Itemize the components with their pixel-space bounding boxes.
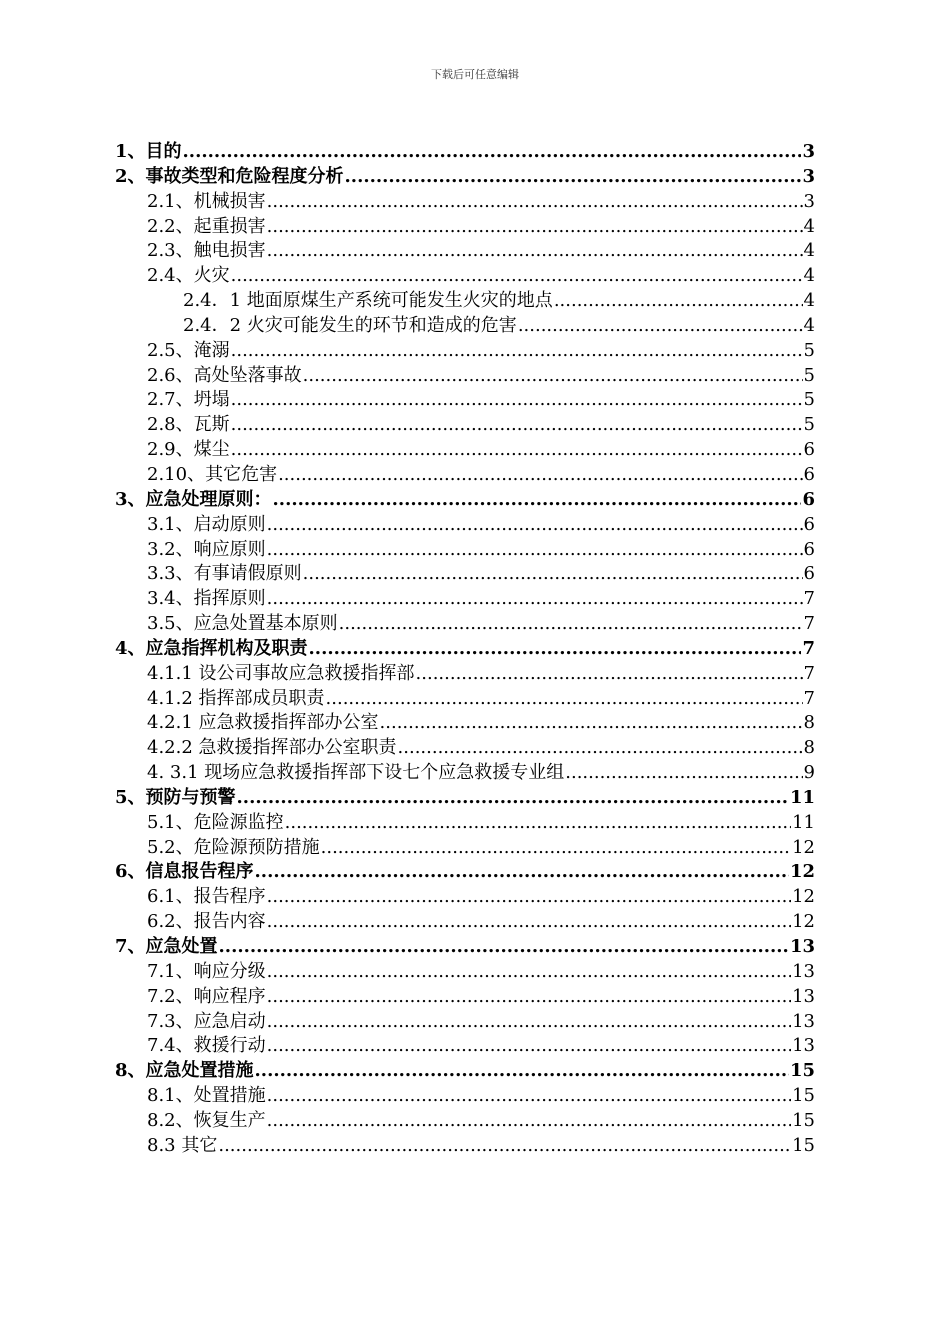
toc-entry[interactable] [115, 811, 815, 836]
toc-entry-label: 8、应急处置措施 [115, 1060, 254, 1082]
toc-leader-dots [326, 687, 803, 712]
toc-entry-page-number: 12 [792, 911, 815, 933]
toc-leader-dots [416, 662, 803, 687]
table-of-contents [115, 140, 815, 1159]
toc-entry-label: 4.1.1 设公司事故应急救援指挥部 [147, 662, 415, 684]
toc-entry[interactable] [115, 985, 815, 1010]
toc-entry-page-number: 7 [803, 613, 815, 635]
toc-leader-dots [237, 786, 789, 811]
page-header: 下载后可任意编辑 [431, 68, 519, 81]
toc-leader-dots [231, 438, 803, 463]
toc-leader-dots [321, 836, 791, 861]
toc-leader-dots [267, 1084, 791, 1109]
toc-entry[interactable] [115, 662, 815, 687]
toc-entry-page-number: 3 [803, 190, 815, 212]
toc-entry-page-number: 7 [803, 687, 815, 709]
toc-entry-page-number: 5 [803, 414, 815, 436]
toc-leader-dots [267, 1010, 791, 1035]
toc-entry[interactable] [115, 438, 815, 463]
toc-entry-page-number: 6 [803, 538, 815, 560]
toc-entry-label: 4.1.2 指挥部成员职责 [147, 687, 325, 709]
toc-entry-label: 7、应急处置 [115, 936, 218, 957]
toc-entry-page-number: 11 [792, 811, 815, 833]
toc-entry[interactable] [115, 1059, 815, 1084]
toc-leader-dots [303, 364, 803, 389]
toc-entry-page-number: 13 [789, 936, 815, 957]
toc-entry-label: 3.5、应急处置基本原则 [147, 613, 338, 635]
toc-entry[interactable] [115, 1084, 815, 1109]
toc-leader-dots [380, 711, 803, 736]
toc-entry-page-number: 7 [803, 662, 815, 684]
toc-entry-label: 2.4．1 地面原煤生产系统可能发生火灾的地点 [183, 290, 553, 312]
toc-leader-dots [303, 562, 803, 587]
toc-entry-label: 4.2.1 应急救援指挥部办公室 [147, 712, 379, 734]
toc-entry-page-number: 7 [803, 588, 815, 610]
toc-entry[interactable] [115, 885, 815, 910]
toc-entry[interactable] [115, 786, 815, 811]
toc-entry-page-number: 4 [803, 215, 815, 237]
toc-leader-dots [267, 190, 803, 215]
toc-leader-dots [231, 339, 803, 364]
toc-entry-page-number: 8 [803, 737, 815, 759]
toc-entry-page-number: 12 [789, 861, 815, 883]
toc-entry-label: 5.2、危险源预防措施 [147, 836, 320, 858]
toc-entry-label: 3.2、响应原则 [147, 538, 266, 560]
toc-entry[interactable] [115, 364, 815, 389]
toc-entry-label: 2.1、机械损害 [147, 190, 266, 212]
toc-entry[interactable] [115, 538, 815, 563]
toc-entry-page-number: 15 [792, 1085, 815, 1107]
toc-leader-dots [345, 165, 802, 190]
toc-entry[interactable] [115, 1134, 815, 1159]
toc-entry-label: 2.3、触电损害 [147, 240, 266, 262]
toc-entry[interactable] [115, 314, 815, 339]
toc-entry-label: 2.2、起重损害 [147, 215, 266, 237]
toc-entry-label: 8.1、处置措施 [147, 1085, 266, 1107]
toc-entry[interactable] [115, 413, 815, 438]
toc-entry-page-number: 13 [792, 985, 815, 1007]
toc-entry-label: 2、事故类型和危险程度分析 [115, 165, 344, 187]
toc-entry[interactable] [115, 1109, 815, 1134]
toc-leader-dots [267, 910, 791, 935]
toc-leader-dots [267, 513, 803, 538]
toc-entry[interactable] [115, 711, 815, 736]
toc-entry[interactable] [115, 910, 815, 935]
toc-leader-dots [267, 215, 803, 240]
toc-entry-label: 2.8、瓦斯 [147, 414, 230, 436]
toc-entry[interactable] [115, 612, 815, 637]
toc-entry[interactable] [115, 165, 815, 190]
toc-leader-dots [267, 1034, 791, 1059]
toc-entry-page-number: 6 [803, 563, 815, 585]
toc-entry-label: 7.1、响应分级 [147, 960, 266, 982]
toc-entry-label: 2.10、其它危害 [147, 463, 278, 485]
toc-leader-dots [183, 140, 802, 165]
toc-entry-page-number: 15 [789, 1060, 815, 1082]
toc-leader-dots [267, 587, 803, 612]
toc-entry[interactable] [115, 637, 815, 662]
toc-leader-dots [285, 811, 791, 836]
toc-leader-dots [267, 538, 803, 563]
toc-entry-label: 7.2、响应程序 [147, 985, 266, 1007]
toc-entry-page-number: 6 [803, 463, 815, 485]
toc-entry[interactable] [115, 339, 815, 364]
toc-entry-label: 6、信息报告程序 [115, 861, 254, 883]
toc-entry-label: 3.4、指挥原则 [147, 588, 266, 610]
toc-entry-page-number: 8 [803, 712, 815, 734]
toc-entry[interactable] [115, 289, 815, 314]
toc-leader-dots [231, 264, 803, 289]
toc-leader-dots [278, 463, 802, 488]
toc-entry[interactable] [115, 587, 815, 612]
toc-entry-page-number: 13 [792, 1035, 815, 1057]
toc-entry[interactable] [115, 463, 815, 488]
toc-entry-page-number: 4 [803, 290, 815, 312]
toc-entry[interactable] [115, 935, 815, 960]
toc-leader-dots [267, 239, 803, 264]
toc-leader-dots [267, 985, 791, 1010]
toc-entry-label: 5、预防与预警 [115, 786, 236, 808]
toc-leader-dots [267, 1109, 791, 1134]
toc-entry-label: 4.2.2 急救援指挥部办公室职责 [147, 737, 397, 759]
toc-leader-dots [267, 885, 791, 910]
toc-leader-dots [309, 637, 802, 662]
toc-entry-page-number: 12 [792, 836, 815, 858]
toc-entry-page-number: 4 [803, 240, 815, 262]
toc-leader-dots [231, 388, 803, 413]
toc-entry-label: 1、目的 [115, 141, 182, 162]
toc-entry[interactable] [115, 513, 815, 538]
toc-entry-label: 2.4．2 火灾可能发生的环节和造成的危害 [183, 314, 517, 336]
toc-entry[interactable] [115, 215, 815, 240]
toc-leader-dots [255, 860, 789, 885]
toc-entry-page-number: 13 [792, 1010, 815, 1032]
toc-leader-dots [518, 314, 803, 339]
toc-entry[interactable] [115, 1034, 815, 1059]
toc-entry[interactable] [115, 960, 815, 985]
toc-entry[interactable] [115, 239, 815, 264]
toc-entry-label: 2.5、淹溺 [147, 339, 230, 361]
toc-entry[interactable] [115, 1010, 815, 1035]
toc-leader-dots [219, 935, 789, 960]
toc-entry[interactable] [115, 140, 815, 165]
toc-entry-label: 4、应急指挥机构及职责 [115, 637, 308, 659]
toc-entry-label: 2.9、煤尘 [147, 439, 230, 461]
toc-entry[interactable] [115, 488, 815, 513]
toc-entry-page-number: 4 [803, 314, 815, 336]
toc-entry[interactable] [115, 836, 815, 861]
toc-entry-page-number: 5 [803, 389, 815, 411]
toc-entry-page-number: 6 [803, 513, 815, 535]
toc-entry[interactable] [115, 264, 815, 289]
toc-entry-page-number: 9 [803, 762, 815, 784]
toc-leader-dots [554, 289, 803, 314]
toc-entry-page-number: 5 [803, 364, 815, 386]
toc-entry-label: 2.4、火灾 [147, 265, 230, 287]
toc-entry-label: 8.3 其它 [147, 1134, 218, 1156]
toc-entry[interactable] [115, 388, 815, 413]
toc-entry-label: 3、应急处理原则： [115, 488, 272, 510]
toc-entry-label: 2.6、高处坠落事故 [147, 364, 302, 386]
toc-entry-label: 7.3、应急启动 [147, 1010, 266, 1032]
toc-entry-page-number: 13 [792, 960, 815, 982]
toc-leader-dots [339, 612, 803, 637]
toc-entry[interactable] [115, 687, 815, 712]
toc-entry-page-number: 5 [803, 339, 815, 361]
toc-entry-page-number: 7 [802, 637, 815, 659]
toc-entry-label: 5.1、危险源监控 [147, 811, 284, 833]
toc-entry[interactable] [115, 736, 815, 761]
toc-entry[interactable] [115, 190, 815, 215]
toc-entry[interactable] [115, 860, 815, 885]
toc-entry-label: 8.2、恢复生产 [147, 1109, 266, 1131]
toc-entry-page-number: 15 [792, 1134, 815, 1156]
toc-entry-page-number: 12 [792, 886, 815, 908]
toc-entry-page-number: 6 [803, 439, 815, 461]
toc-entry[interactable] [115, 761, 815, 786]
toc-leader-dots [255, 1059, 789, 1084]
toc-entry-page-number: 3 [802, 141, 815, 162]
toc-entry-label: 3.1、启动原则 [147, 513, 266, 535]
toc-entry-page-number: 4 [803, 265, 815, 287]
toc-leader-dots [218, 1134, 791, 1159]
toc-entry-page-number: 6 [802, 488, 815, 510]
toc-entry[interactable] [115, 562, 815, 587]
toc-leader-dots [267, 960, 791, 985]
toc-entry-page-number: 15 [792, 1109, 815, 1131]
toc-leader-dots [273, 488, 802, 513]
toc-leader-dots [231, 413, 803, 438]
toc-entry-label: 4. 3.1 现场应急救援指挥部下设七个应急救援专业组 [147, 762, 565, 784]
toc-entry-label: 6.2、报告内容 [147, 911, 266, 933]
toc-leader-dots [565, 761, 802, 786]
toc-entry-page-number: 3 [802, 165, 815, 187]
toc-entry-page-number: 11 [789, 786, 815, 808]
toc-entry-label: 7.4、救援行动 [147, 1035, 266, 1057]
toc-entry-label: 3.3、有事请假原则 [147, 563, 302, 585]
toc-entry-label: 6.1、报告程序 [147, 886, 266, 908]
toc-leader-dots [398, 736, 803, 761]
toc-entry-label: 2.7、坍塌 [147, 389, 230, 411]
